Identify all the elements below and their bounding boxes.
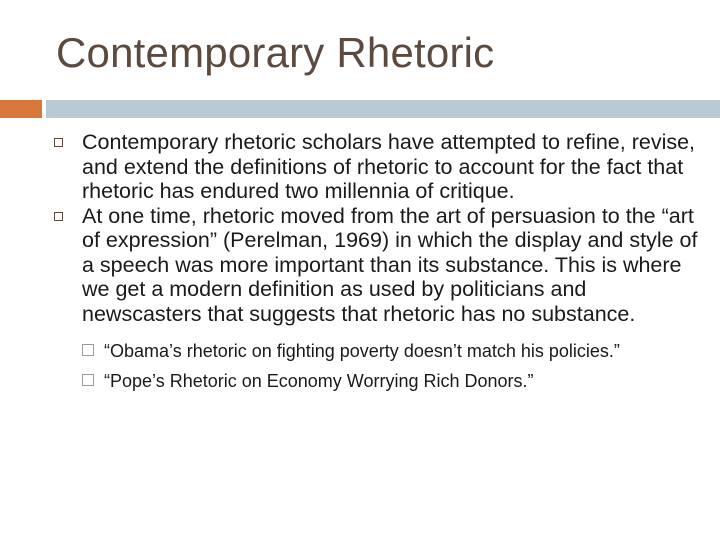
sub-bullet-list [52,340,702,392]
bullet-item [52,130,702,204]
bullet-text: At one time, rhetoric moved from the art of persuasion to the “art of expression” (Perelman, 1969) in which the display and style of a speech was more important than its substance. This is where we get a modern definition as used by politicians and newscasters that suggests that rhetoric has no substance. [82,203,698,326]
title-accent-bar-orange [0,100,42,118]
title-accent-bar-blue [46,100,720,118]
slide-title: Contemporary Rhetoric [56,29,495,76]
slide-body [52,130,702,400]
bullet-text: Contemporary rhetoric scholars have attempted to refine, revise, and extend the definitions of rhetoric to account for the fact that rhetoric has endured two millennia of critique. [82,130,696,203]
checkbox-bullet-icon [82,374,94,386]
sub-bullet-item [82,370,702,392]
sub-bullet-text: “Obama’s rhetoric on fighting poverty doesn’t match his policies.” [104,341,620,361]
sub-bullet-text: “Pope’s Rhetoric on Economy Worrying Rich Donors.” [104,371,534,391]
checkbox-bullet-icon [82,344,94,356]
hollow-square-bullet-icon [54,212,63,221]
hollow-square-bullet-icon [54,138,63,147]
bullet-item [52,204,702,327]
sub-bullet-item [82,340,702,362]
